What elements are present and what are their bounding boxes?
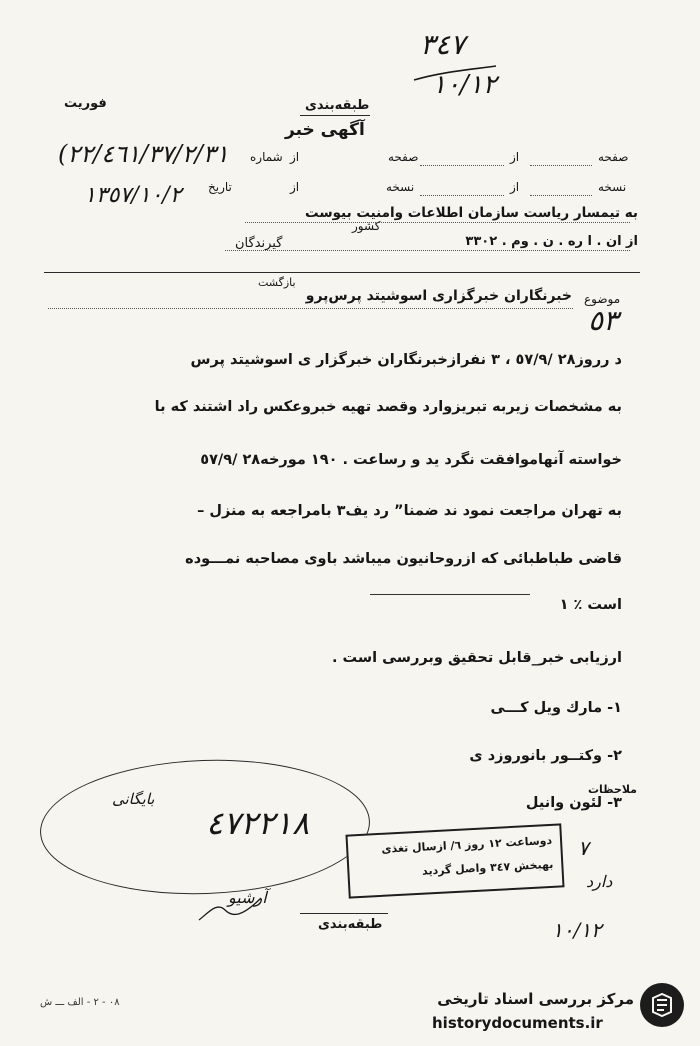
classification-value: آگهی خبر [285, 120, 365, 140]
dotted-line [530, 165, 592, 166]
copy-label-2: نسخه [386, 180, 415, 194]
dotted-line [530, 195, 592, 196]
date-label: تاریخ [208, 180, 232, 194]
body-line-3: خواسته آنهاموافقت نگرد ید و رساعت . ١٩٠ مورخه٢٨ /٥٧/٩ [200, 452, 622, 468]
side-mark-3: ١٠/١٢ [552, 918, 602, 942]
side-mark-2: دارد [586, 872, 613, 891]
name-3: ٣- لئون وانیل [525, 795, 622, 811]
stamp-line-1: دوساعت ١٢ روز ٦/ ازسال تغذی [381, 833, 553, 856]
from-label-4: از [290, 180, 300, 194]
page-label-2: صفحه [388, 150, 419, 164]
footer-classification-rule [300, 913, 388, 914]
name-2: ٢- وکتــور بانوروزد ی [469, 748, 622, 764]
name-1: ١- مارك ویل کـــی [490, 700, 622, 716]
page-label: صفحه [598, 150, 629, 164]
handwritten-underline [412, 62, 498, 88]
handwritten-date: ١٣٥٧/١٠/٢ [84, 183, 182, 208]
dotted-line [48, 308, 573, 309]
sender-line: از ان . ا ره . ن . وم . ٣٣٠٢ [465, 234, 638, 249]
urgency-label: فوریت [64, 96, 107, 111]
receipt-stamp [345, 823, 564, 898]
classification-rule [300, 115, 370, 116]
from-label-1: از [510, 150, 520, 164]
body-line-1: د رروز٢٨ /٥٧/٩ ، ٣ نفرازخبرنگاران خبرگزار ی اسوشیتد پرس [190, 352, 622, 368]
body-rule [370, 594, 530, 595]
form-code: ٠٨ - ٢ - الف ـــ ش [40, 997, 120, 1008]
side-mark-1: ٧ [578, 836, 589, 860]
classification-label: طبقه‌بندی [305, 98, 370, 113]
footer-classification-label: طبقه‌بندی [318, 917, 383, 932]
subject-value: خبرنگاران خبرگزاری اسوشیتد پرس‌پرو [305, 288, 572, 304]
subject-label: موضوع [584, 292, 621, 306]
dotted-line [420, 195, 504, 196]
recipients-label: گیرندگان [235, 236, 283, 251]
stamp-line-2: بهبخش ٣٤٧ واصل گردید [421, 857, 554, 878]
dotted-line [420, 165, 504, 166]
bottom-signature: آرشیو [228, 888, 267, 907]
handwritten-number-top: ٣٤٧ [420, 28, 466, 61]
notes-label: ملاحظات [588, 783, 637, 796]
registry-number: ٤٧٢٢١٨ [206, 804, 310, 842]
number-label: شماره [250, 150, 283, 164]
body-line-2: به مشخصات زیربه تبریزوارد وقصد تهیه خبروعکس راد اشتند که با [154, 399, 622, 415]
archive-logo-icon [640, 983, 684, 1027]
from-label-3: از [510, 180, 520, 194]
header-separator [44, 272, 640, 273]
dotted-line [225, 250, 630, 251]
dotted-line [245, 222, 630, 223]
signature-stroke [195, 890, 265, 926]
copy-label: نسخه [598, 180, 627, 194]
watermark-title: مرکز بررسی اسناد تاریخی [437, 990, 634, 1008]
watermark-url: historydocuments.ir [432, 1014, 603, 1032]
from-label-2: از [290, 150, 300, 164]
reference-label: بازگشت [258, 276, 296, 289]
handwritten-document-number: (٢٢/٤٦١/٣٧/٢/٣١ [58, 140, 229, 168]
margin-note: ٥٣ [588, 304, 619, 337]
registry-signature: بایگانی [112, 790, 155, 808]
registry-oval [38, 754, 372, 899]
body-line-4: به تهران مراجعت نمود ند ضمنا” رد یف٣ بامراجعه به منزل – [197, 503, 622, 519]
evaluation-line: ارزیابی خبر_قابل تحقیق وبررسی است . [331, 650, 622, 666]
addressee-line: به تیمسار ریاست سازمان اطلاعات وامنیت بیوست [305, 205, 638, 221]
body-line-5: قاضی طباطبائی که ازروحانیون میباشد باوی مصاحبه نمـــوده [185, 551, 622, 567]
body-line-6: است ٪ ١ [559, 597, 622, 613]
handwritten-date-top: ١٠/١٢ [432, 70, 497, 100]
addressee-country: کشور [352, 219, 381, 233]
